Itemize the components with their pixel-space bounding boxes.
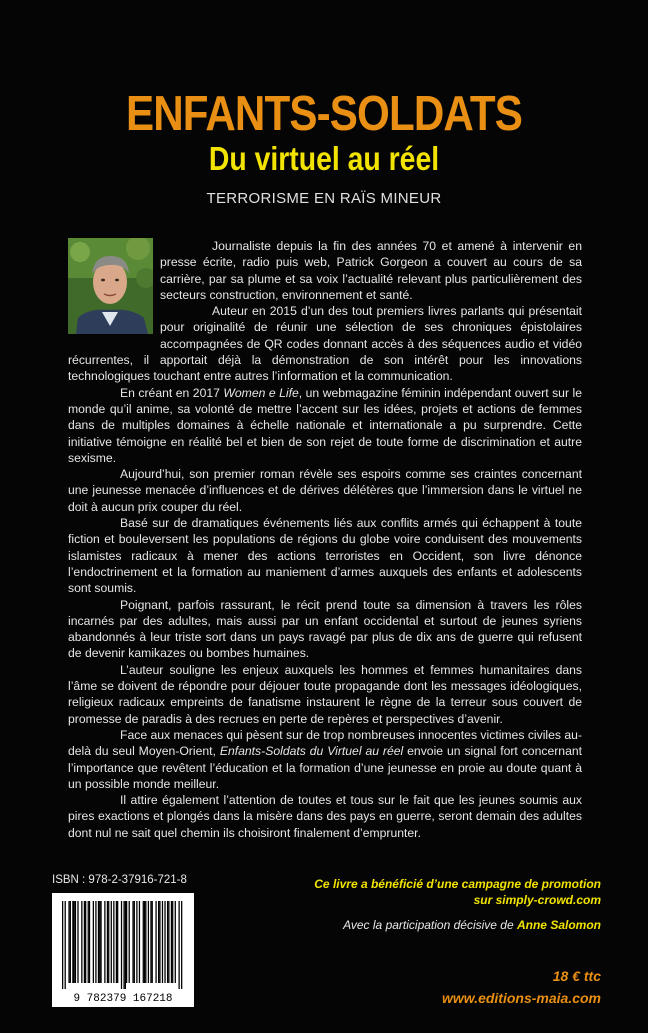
barcode-bar <box>155 901 156 983</box>
barcode-bar <box>93 901 94 983</box>
barcode-bar <box>65 901 66 989</box>
isbn-label: ISBN : 978-2-37916-721-8 <box>52 874 187 886</box>
barcode-bar <box>72 901 73 983</box>
barcode-bar <box>77 901 78 983</box>
barcode-bar <box>111 901 112 983</box>
blurb-paragraph: Journaliste depuis la fin des années 70 et amené à intervenir en presse écrite, radio puis web, Patrick Gorgeon a couvert au cours de sa carrière, par sa plume et sa voix l’actualité relevant plus particulièrement des secteurs construction, environnement et santé. <box>160 239 582 302</box>
blurb-paragraph: L’auteur souligne les enjeux auxquels les hommes et femmes humanitaires dans l’âme se doivent de répondre pour déjouer toute propagande dont les messages idéologiques, religieux radicaux empreints de fanatisme instaurent le règne de la terreur sous couvert de promesse de paradis à des recrues en perte de repères et perspectives d’avenir. <box>68 662 582 726</box>
promotion-line: sur simply-crowd.com <box>473 893 601 907</box>
participation-note <box>343 918 601 932</box>
blurb-text-run: En créant en 2017 <box>120 385 224 400</box>
barcode-bar <box>116 901 117 983</box>
barcode-bar <box>95 901 96 983</box>
barcode-bar <box>75 901 76 983</box>
barcode-bar <box>117 901 118 983</box>
barcode-bar <box>148 901 149 983</box>
barcode-digits: 9 782379 167218 <box>73 993 173 1005</box>
barcode-bar <box>167 901 168 983</box>
blurb-text-run: , un webmagazine féminin indépendant ouvert sur le monde qu’il anime, sa volonté de mettre l’accent sur les idées, projets et actions de femmes dans de multiples domaines à échelle nationale et internationale a pu surprendre. Cette initiative témoigne en réalité bel et bien de son rejet de toute forme de discrimination et autre sexisme. <box>68 385 582 465</box>
blurb-paragraph: Aujourd’hui, son premier roman révèle ses espoirs comme ses craintes concernant une jeunesse menacée d’influences et de dérives délétères que l’immersion dans le virtuel ne doit à aucun prix couper du réel. <box>68 467 582 514</box>
barcode-bar <box>121 901 122 989</box>
barcode-bar <box>139 901 140 983</box>
blurb-paragraph: Basé sur de dramatiques événements liés aux conflits armés qui échappent à toute fiction et bouleversent les populations de régions du globe voire conduisent des mouvements islamistes radicaux à mener des actions terroristes en Occident, son livre dénonce l’endoctrinement et la formation au maniement d’armes auxquels des enfants et adolescents sont soumis. <box>68 516 582 596</box>
barcode-bar <box>175 901 176 983</box>
blurb-paragraph <box>68 385 582 466</box>
barcode-bars <box>52 893 194 1007</box>
author-portrait-image <box>68 238 153 334</box>
promotion-note <box>314 876 601 908</box>
barcode-bar <box>164 901 165 983</box>
barcode-bar <box>70 901 71 983</box>
book-tagline: TERRORISME EN RAÏS MINEUR <box>206 190 442 207</box>
barcode-bar <box>88 901 89 983</box>
barcode-bar <box>159 901 160 983</box>
barcode-bar <box>85 901 86 983</box>
barcode-bar <box>144 901 145 983</box>
barcode-bar <box>162 901 163 983</box>
barcode-bar <box>100 901 101 983</box>
barcode-bar <box>125 901 126 989</box>
promotion-line: Ce livre a bénéficié d’une campagne de promotion <box>314 877 601 891</box>
book-title-reference: Enfants-Soldats du Virtuel au réel <box>219 744 404 759</box>
barcode-bar <box>171 901 172 983</box>
barcode-bar <box>89 901 90 983</box>
barcode-bar <box>123 901 124 989</box>
barcode-bar <box>84 901 85 983</box>
barcode-bar <box>104 901 105 983</box>
barcode-bar <box>129 901 130 983</box>
barcode-bar <box>98 901 99 983</box>
barcode-bar <box>168 901 169 983</box>
author-photo <box>68 238 160 336</box>
blurb-paragraph: Il attire également l’attention de toutes et tous sur le fait que les jeunes soumis aux pires exactions et plongés dans la misère dans des pays en guerre, seront demain des adultes dont nul ne sait quel chemin ils choisiront finalement d’emprunter. <box>68 793 582 840</box>
book-title: ENFANTS-SOLDATS <box>125 87 523 141</box>
barcode-bar <box>62 901 63 989</box>
participant-name: Anne Salomon <box>516 918 601 932</box>
barcode-bar <box>134 901 135 983</box>
book-subtitle: Du virtuel au réel <box>208 140 440 177</box>
barcode-bar <box>136 901 137 983</box>
barcode-bar <box>172 901 173 983</box>
barcode-bar <box>152 901 153 983</box>
barcode-bar <box>126 901 127 983</box>
blurb-paragraph: Auteur en 2015 d’un des tout premiers livres parlants qui présentait pour originalité de réunir une sélection de ses chroniques épistolaires accompagnées de QR codes donnant accès à des séquences audio et vidéo récurrentes, il apportait déjà la démonstration de son intérêt pour les innovations technologiques touchant entre autres l’information et la communication. <box>68 304 582 384</box>
barcode-bar <box>107 901 108 983</box>
blurb-paragraph <box>68 727 582 792</box>
barcode-bar <box>68 901 69 983</box>
barcode-bar <box>158 901 159 983</box>
price-label: 18 € ttc <box>552 968 601 984</box>
barcode-bar <box>132 901 133 983</box>
barcode-bar <box>99 901 100 983</box>
barcode-bar <box>74 901 75 983</box>
barcode-bar <box>178 901 179 989</box>
blurb-text-run: envoie un signal fort concernant l’importance que revêtent l’éducation et la formation d’une jeunesse en proie au doute quant à un possible monde meilleur. <box>68 744 583 791</box>
barcode-bar <box>145 901 146 983</box>
barcode <box>52 893 194 1007</box>
barcode-bar <box>143 901 144 983</box>
blurb-text <box>68 238 582 841</box>
blurb-paragraph: Poignant, parfois rassurant, le récit prend toute sa dimension à travers les rôles incarnés par des adultes, mais aussi par un enfant occidental et surtout de jeunes syriens abandonnés à leur triste sort dans un pays ravagé par plus de dix ans de guerre qui refusent de devenir kamikazes ou bombes humaines. <box>68 597 582 661</box>
magazine-name: Women e Life <box>223 385 299 400</box>
barcode-bar <box>113 901 114 983</box>
barcode-bar <box>181 901 182 989</box>
barcode-bar <box>150 901 151 983</box>
barcode-bar <box>108 901 109 983</box>
barcode-bar <box>81 901 82 983</box>
publisher-website: www.editions-maia.com <box>442 990 601 1006</box>
blurb-text-run: Face aux menaces qui pèsent sur de trop nombreuses innocentes victimes civiles au-delà du seul Moyen-Orient, <box>68 727 583 759</box>
participation-prefix: Avec la participation décisive de <box>343 918 517 932</box>
